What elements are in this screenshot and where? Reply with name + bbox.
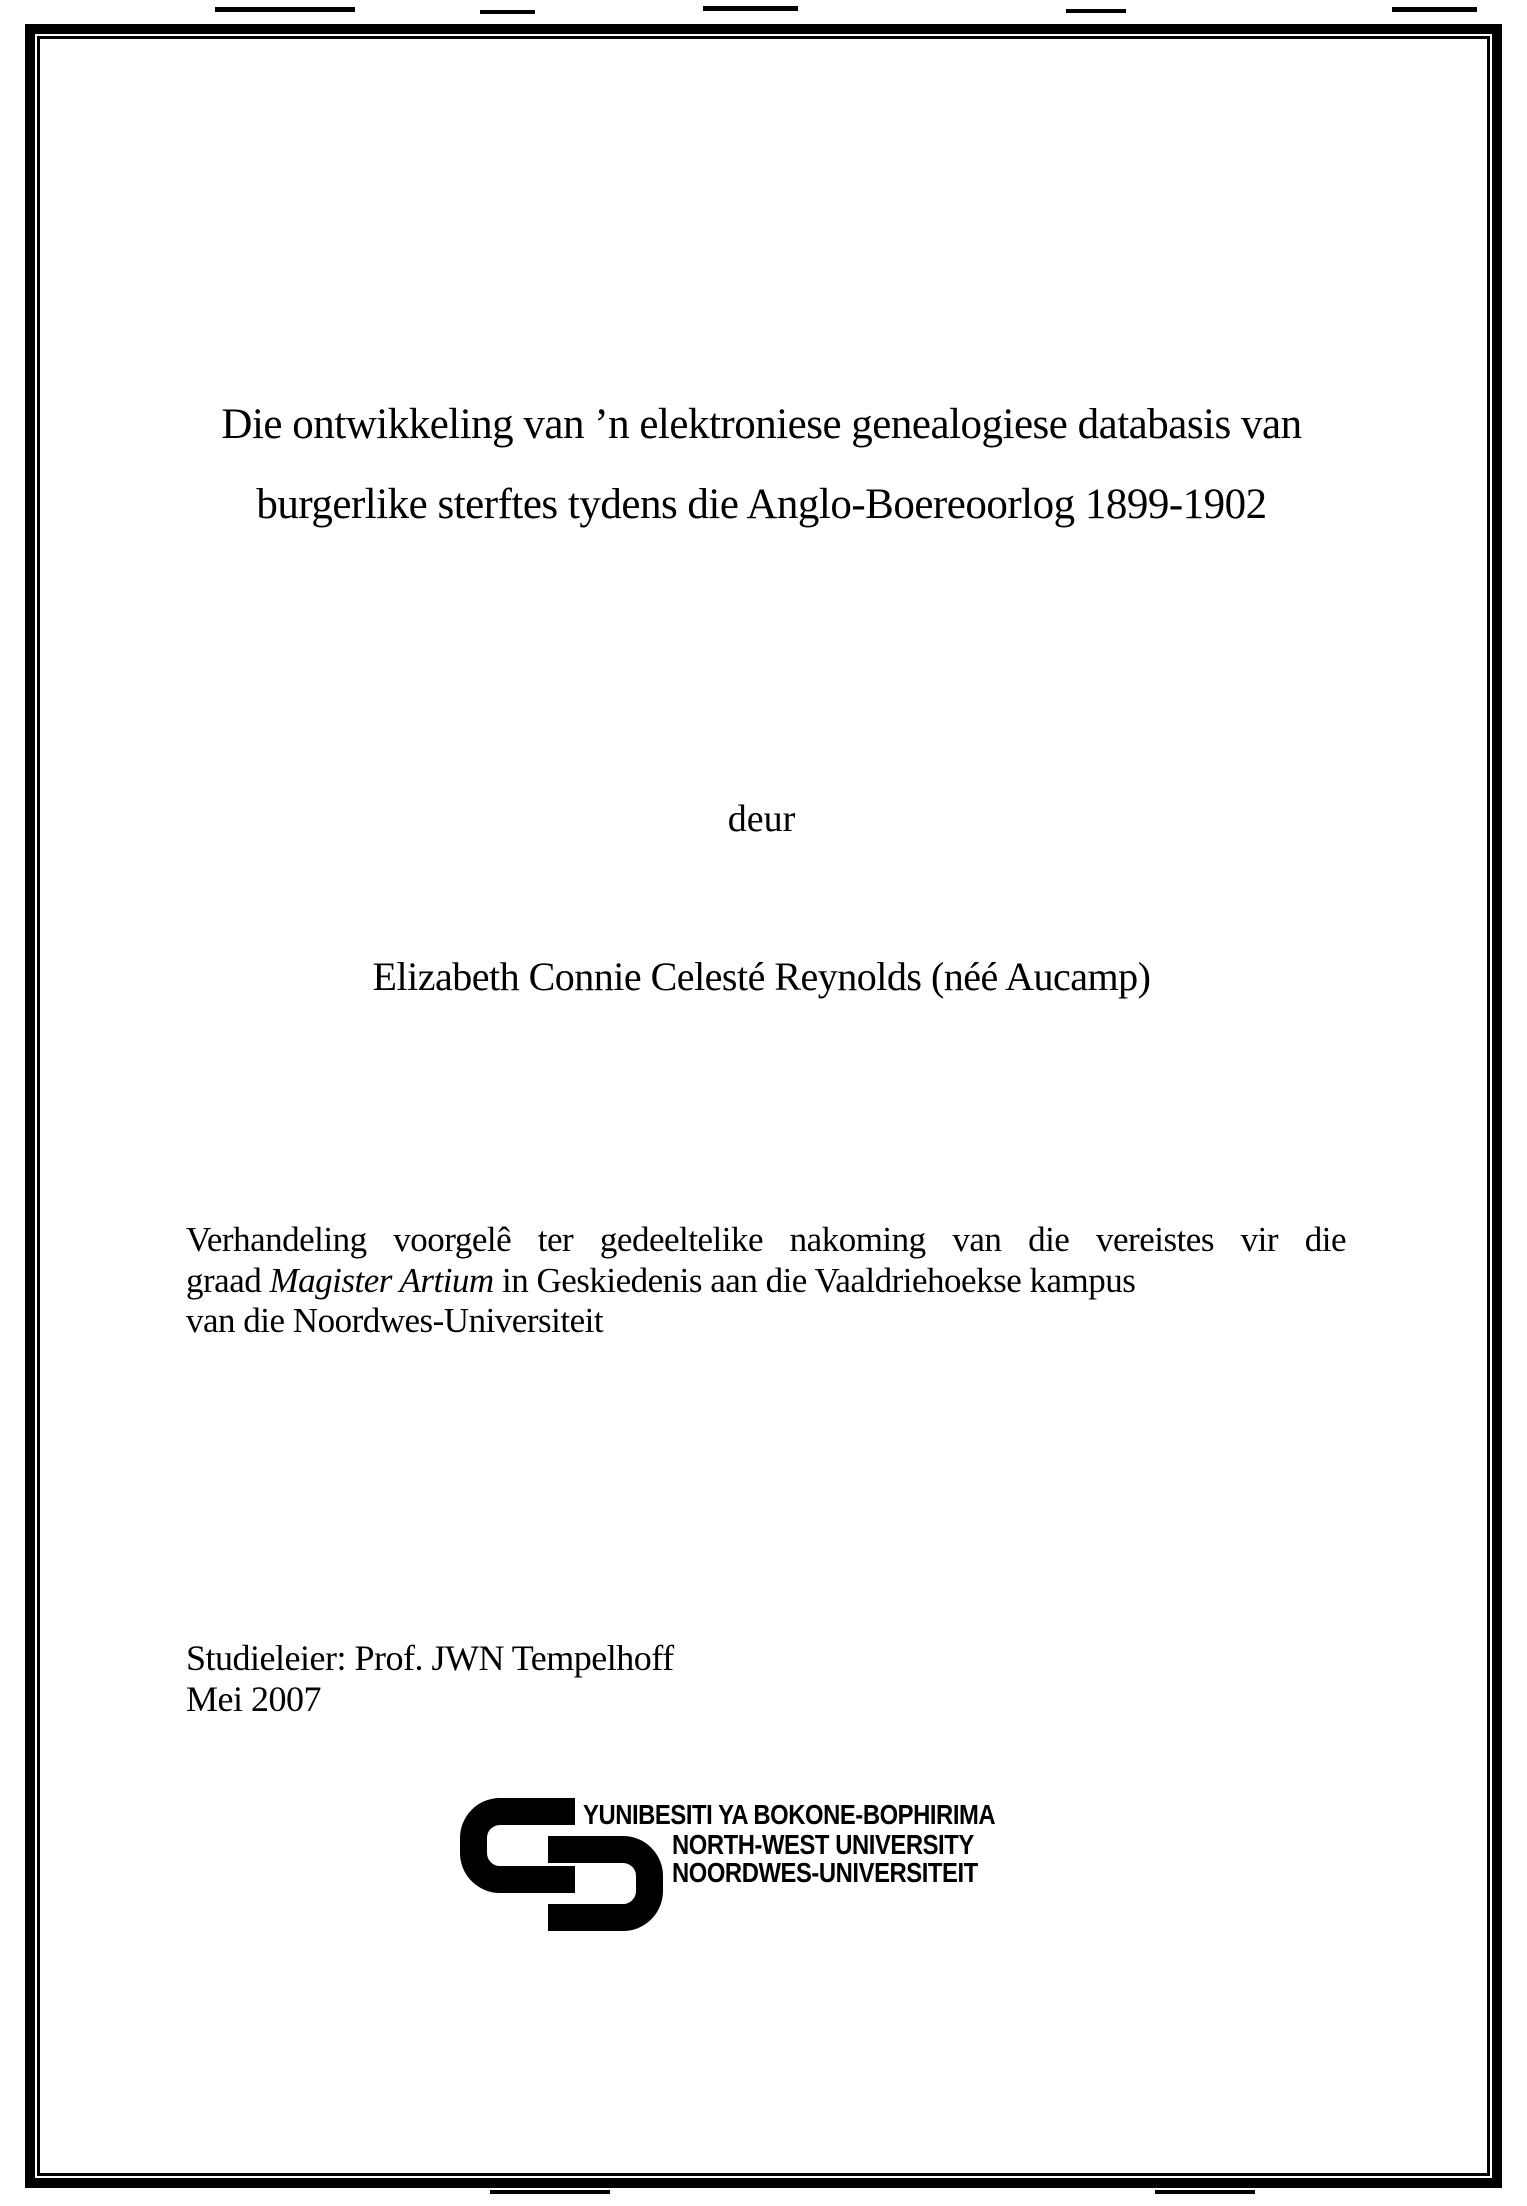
- supervisor-line: Studieleier: Prof. JWN Tempelhoff: [186, 1638, 674, 1678]
- degree-name-italic: Magister Artium: [269, 1260, 494, 1300]
- statement-line3: van die Noordwes-Universiteit: [186, 1301, 604, 1340]
- scan-artifact: [490, 2190, 610, 2194]
- thesis-title-line1: Die ontwikkeling van ’n elektroniese genealogiese databasis van: [221, 401, 1302, 448]
- thesis-title: [38, 385, 1485, 545]
- supervisor-block: [186, 1638, 674, 1720]
- statement-line2-post: in Geskiedenis aan die Vaaldriehoekse kampus: [493, 1260, 1136, 1300]
- scan-artifact: [1066, 9, 1126, 13]
- statement-line1: Verhandeling voorgelê ter gedeeltelike nakoming van die vereistes vir die: [186, 1220, 1346, 1259]
- scan-artifact: [1155, 2190, 1255, 2194]
- submission-statement: [186, 1220, 1346, 1342]
- date-line: Mei 2007: [186, 1679, 321, 1719]
- logo-text-english: NORTH-WEST UNIVERSITY: [672, 1829, 974, 1860]
- scan-artifact: [480, 10, 535, 14]
- author-name: Elizabeth Connie Celesté Reynolds (néé Aucamp): [372, 954, 1151, 999]
- scan-artifact: [703, 6, 798, 11]
- logo-text-afrikaans: NOORDWES-UNIVERSITEIT: [672, 1857, 978, 1888]
- statement-line2-pre: graad: [186, 1260, 270, 1300]
- statement-line2: [186, 1261, 1346, 1302]
- logo-text-setswana: YUNIBESITI YA BOKONE-BOPHIRIMA: [583, 1799, 996, 1830]
- scan-artifact: [215, 7, 355, 12]
- byline-deur: deur: [727, 798, 796, 840]
- thesis-title-line2: burgerlike sterftes tydens die Anglo-Boereoorlog 1899-1902: [256, 481, 1267, 528]
- scan-artifact: [1392, 7, 1477, 12]
- university-logo: [460, 1795, 1120, 1940]
